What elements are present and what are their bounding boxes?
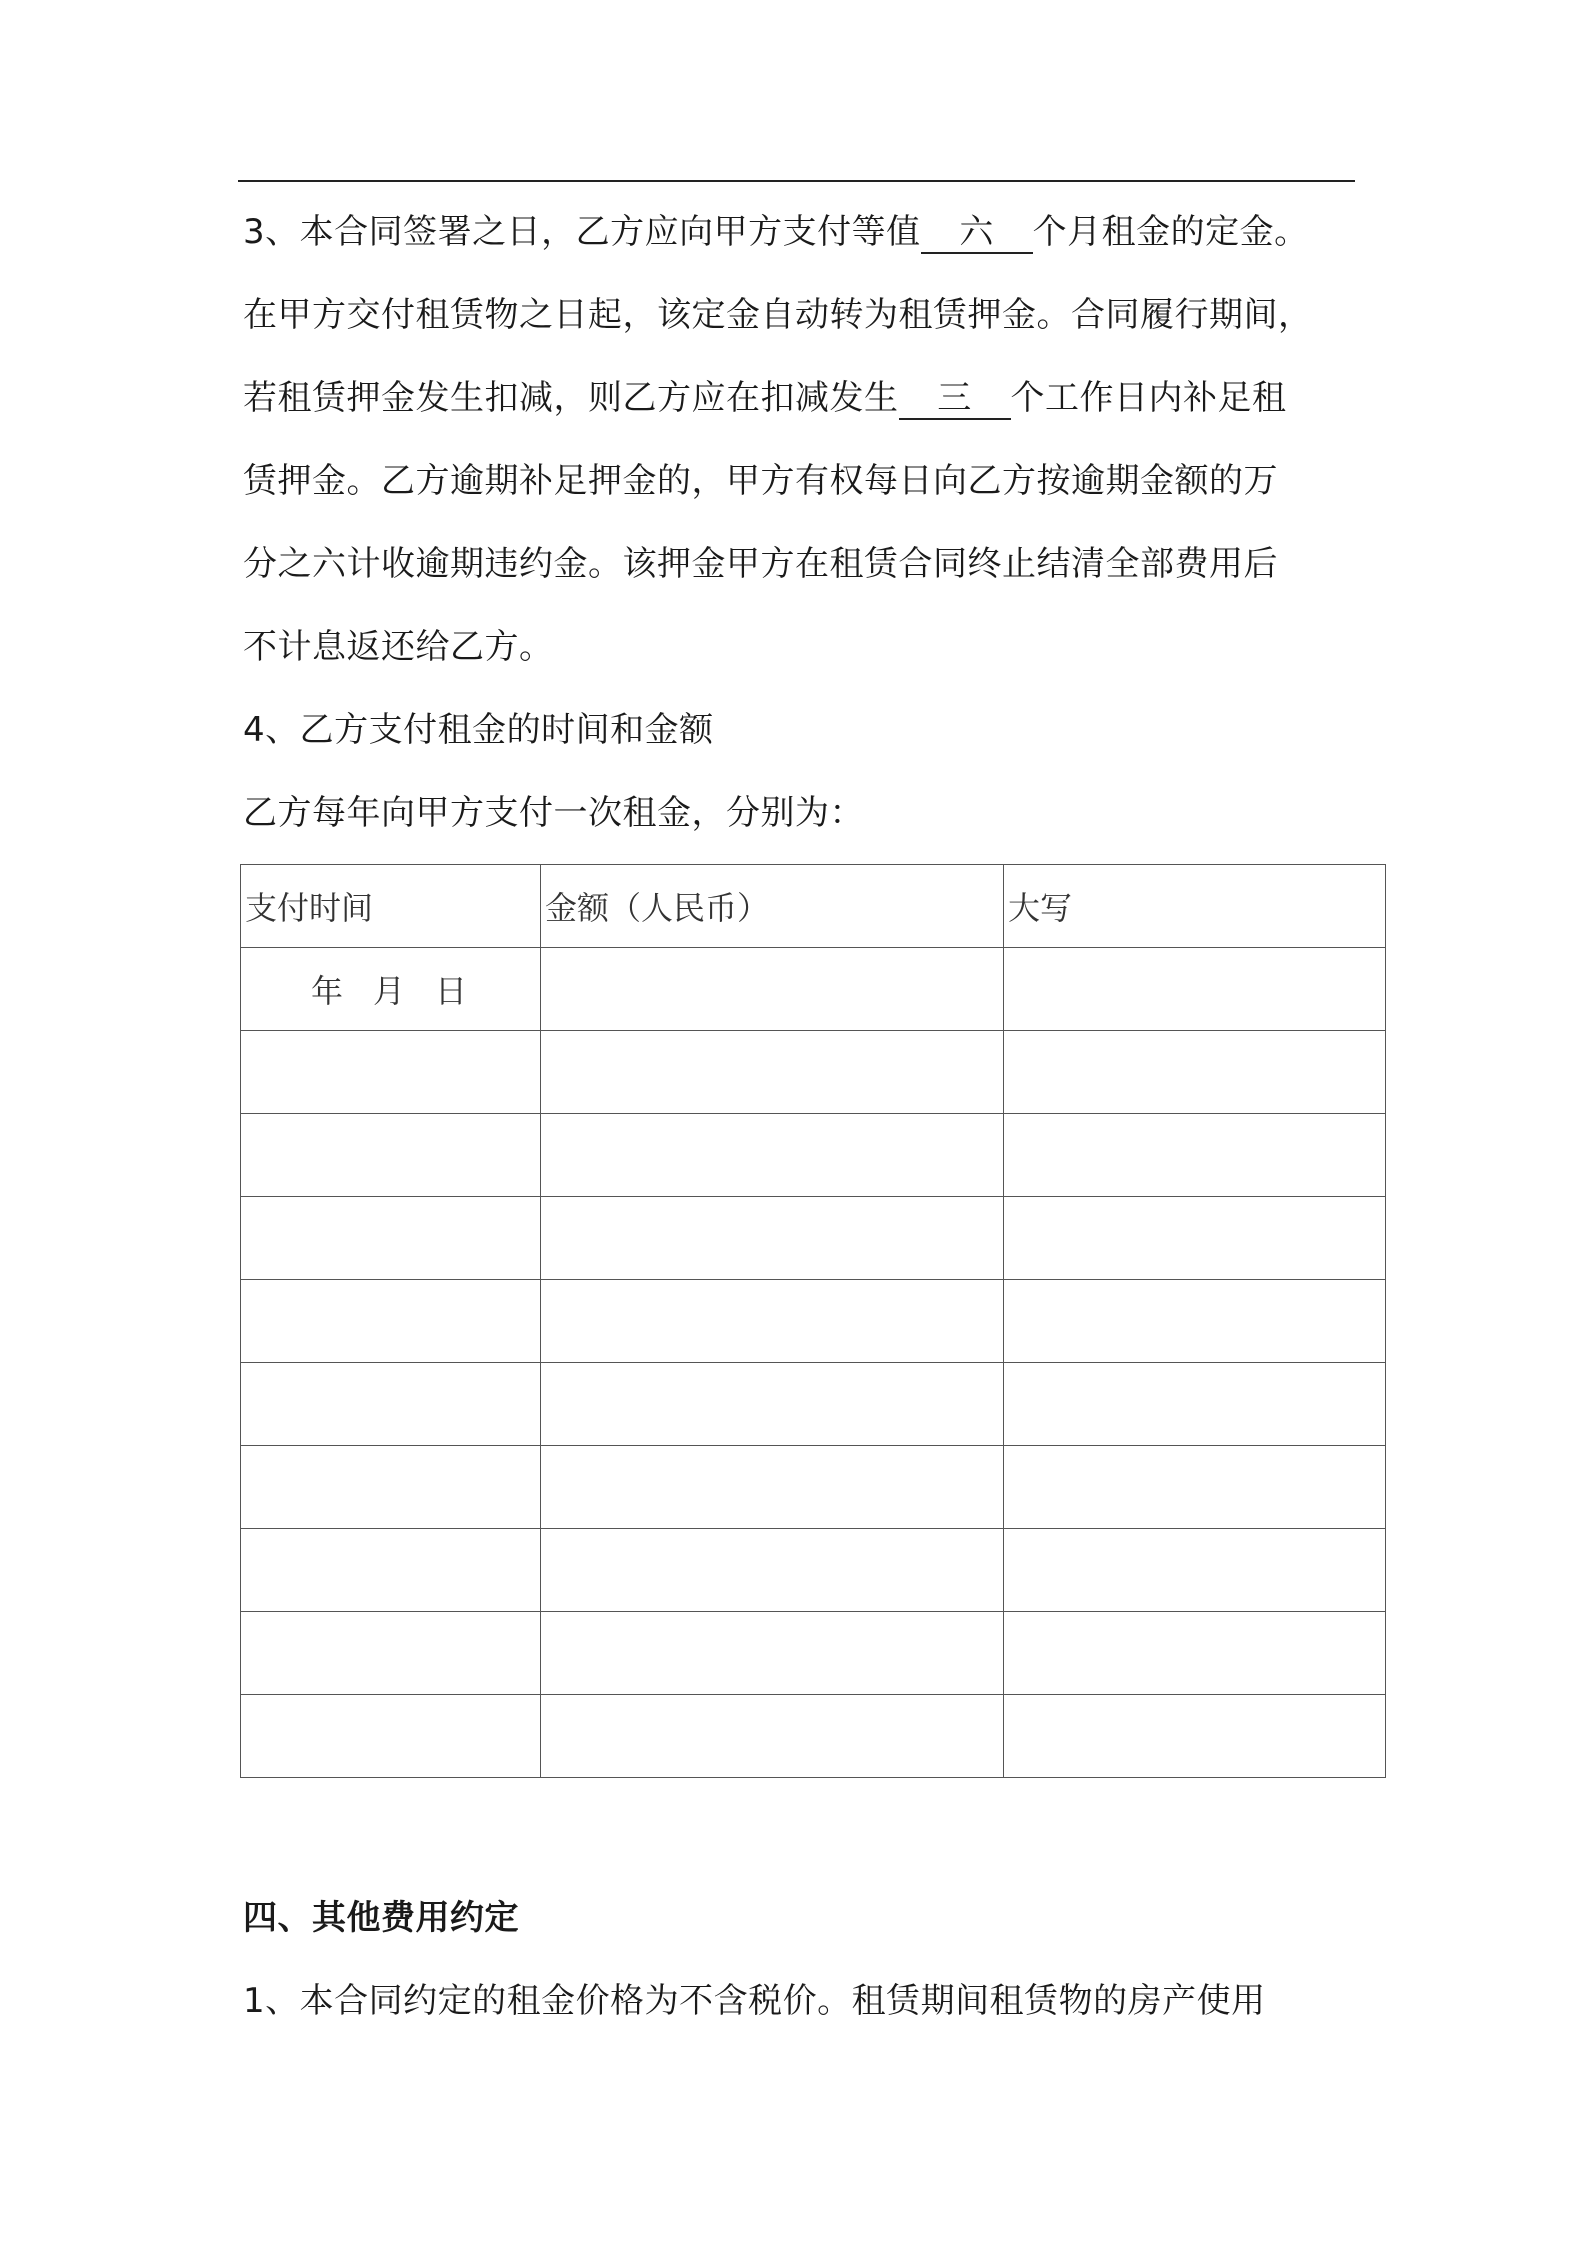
table-row xyxy=(241,1114,1386,1197)
section4-clause1: 1、本合同约定的租金价格为不含税价。租赁期间租赁物的房产使用 xyxy=(243,1981,1266,2021)
amount-cell[interactable] xyxy=(541,1031,1004,1114)
amount-cell[interactable] xyxy=(541,1197,1004,1280)
table-header-row xyxy=(241,865,1386,948)
clause3-line3-text-b: 个工作日内补足租 xyxy=(1010,378,1287,418)
date-cell[interactable] xyxy=(241,1363,541,1446)
amount-cell[interactable] xyxy=(541,1529,1004,1612)
amount-words-cell[interactable] xyxy=(1004,1280,1386,1363)
amount-words-cell[interactable] xyxy=(1004,1446,1386,1529)
table-row xyxy=(241,1363,1386,1446)
date-cell[interactable] xyxy=(241,1612,541,1695)
amount-cell[interactable] xyxy=(541,1280,1004,1363)
table-row xyxy=(241,1446,1386,1529)
table-row xyxy=(241,1529,1386,1612)
section4-heading: 四、其他费用约定 xyxy=(243,1898,519,1938)
amount-cell[interactable] xyxy=(541,1114,1004,1197)
amount-cell[interactable] xyxy=(541,1695,1004,1778)
clause3-text-b: 个月租金的定金。 xyxy=(1032,212,1309,252)
clause4-title: 4、乙方支付租金的时间和金额 xyxy=(243,710,714,750)
date-cell[interactable] xyxy=(241,1031,541,1114)
amount-cell[interactable] xyxy=(541,1363,1004,1446)
date-cell[interactable] xyxy=(241,1446,541,1529)
amount-cell[interactable] xyxy=(541,1612,1004,1695)
clause3-line6: 不计息返还给乙方。 xyxy=(243,627,554,667)
amount-words-cell[interactable] xyxy=(1004,1529,1386,1612)
table-row xyxy=(241,1197,1386,1280)
day-label: 日 xyxy=(435,972,468,1010)
date-cell[interactable] xyxy=(241,1197,541,1280)
clause3-line4: 赁押金。乙方逾期补足押金的，甲方有权每日向乙方按逾期金额的万 xyxy=(243,461,1278,501)
date-cell[interactable] xyxy=(241,1114,541,1197)
rent-payment-table xyxy=(240,864,1386,1778)
clause3-line2: 在甲方交付租赁物之日起，该定金自动转为租赁押金。合同履行期间， xyxy=(243,295,1313,335)
table-row xyxy=(241,1031,1386,1114)
clause3-line3 xyxy=(243,378,1287,420)
date-cell[interactable] xyxy=(241,1529,541,1612)
clause3-line1 xyxy=(243,212,1309,254)
amount-words-cell[interactable] xyxy=(1004,1695,1386,1778)
deposit-months-blank: 六 xyxy=(921,212,1033,254)
date-cell[interactable] xyxy=(241,1695,541,1778)
replenish-days-blank: 三 xyxy=(899,378,1011,420)
amount-words-cell[interactable] xyxy=(1004,948,1386,1031)
table-row xyxy=(241,948,1386,1031)
amount-cell[interactable] xyxy=(541,1446,1004,1529)
header-amount-in-words: 大写 xyxy=(1004,865,1386,948)
header-amount-rmb: 金额（人民币） xyxy=(541,865,1004,948)
table-row xyxy=(241,1695,1386,1778)
amount-words-cell[interactable] xyxy=(1004,1612,1386,1695)
date-cell[interactable] xyxy=(241,1280,541,1363)
amount-words-cell[interactable] xyxy=(1004,1197,1386,1280)
clause3-line5: 分之六计收逾期违约金。该押金甲方在租赁合同终止结清全部费用后 xyxy=(243,544,1278,584)
year-label: 年 xyxy=(311,972,344,1010)
header-payment-time: 支付时间 xyxy=(241,865,541,948)
table-row xyxy=(241,1612,1386,1695)
month-label: 月 xyxy=(373,972,406,1010)
amount-words-cell[interactable] xyxy=(1004,1031,1386,1114)
clause4-intro: 乙方每年向甲方支付一次租金，分别为： xyxy=(243,793,864,833)
amount-words-cell[interactable] xyxy=(1004,1114,1386,1197)
header-rule xyxy=(238,180,1355,182)
amount-words-cell[interactable] xyxy=(1004,1363,1386,1446)
table-row xyxy=(241,1280,1386,1363)
clause3-text-a: 3、本合同签署之日，乙方应向甲方支付等值 xyxy=(243,212,921,252)
clause3-line3-text-a: 若租赁押金发生扣减，则乙方应在扣减发生 xyxy=(243,378,899,418)
amount-cell[interactable] xyxy=(541,948,1004,1031)
date-placeholder-cell[interactable] xyxy=(241,948,541,1031)
